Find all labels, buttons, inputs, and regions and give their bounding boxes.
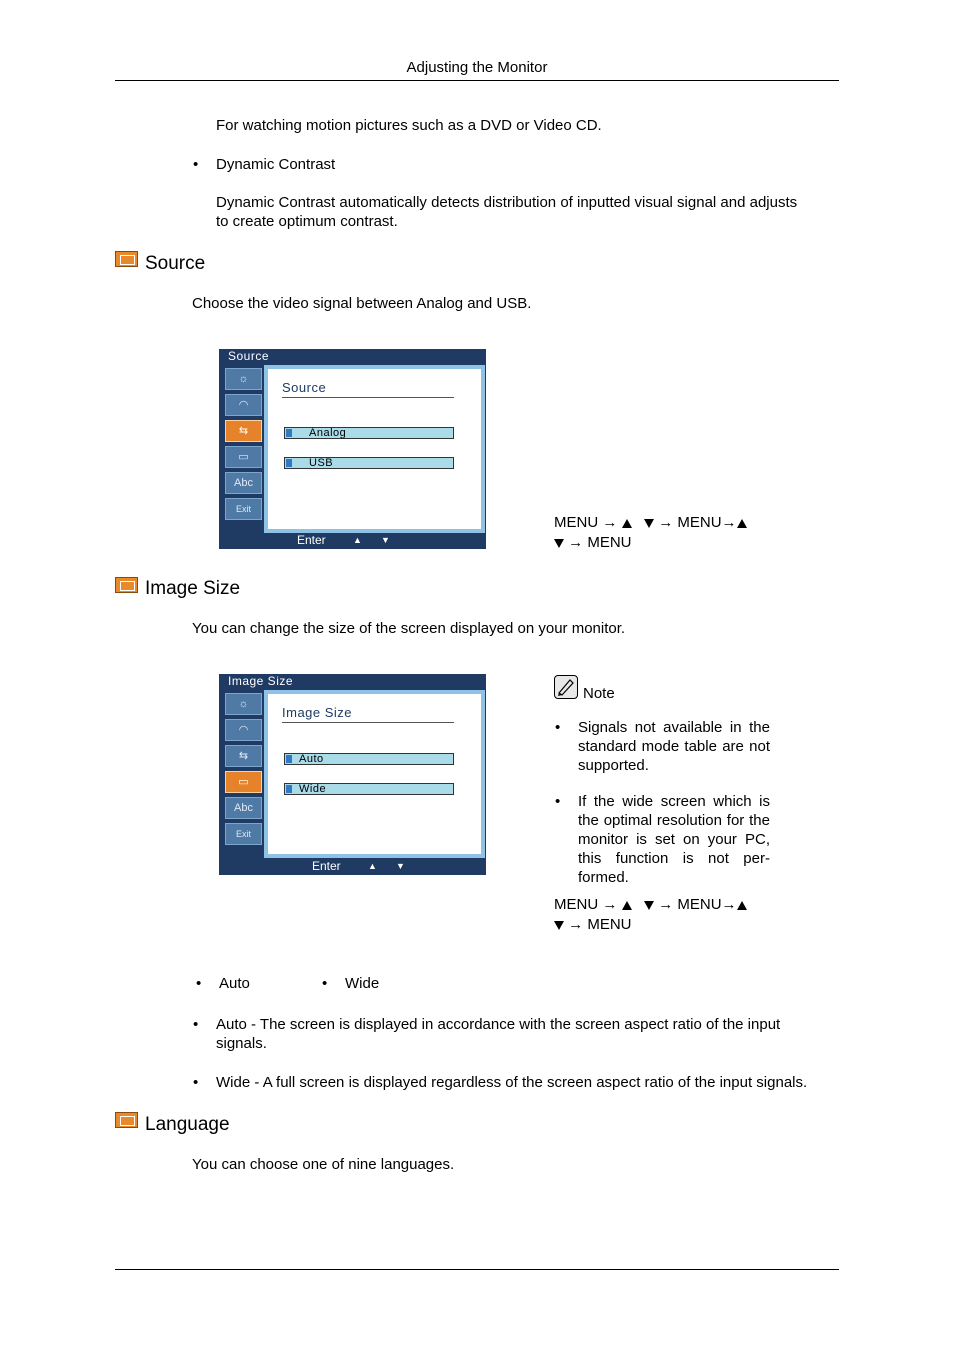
- note-label: Note: [583, 685, 615, 702]
- source-osd-divider: [282, 397, 454, 398]
- source-osd-enter-label: Enter: [297, 533, 326, 547]
- color-icon[interactable]: ◠: [225, 719, 262, 741]
- source-osd-sidebar: [222, 364, 262, 532]
- dynamic-contrast-term: Dynamic Contrast: [216, 194, 336, 211]
- detail-auto-desc2: signals.: [216, 1035, 267, 1052]
- language-section-icon: [115, 1112, 138, 1128]
- note-item-2: [578, 792, 770, 887]
- up-arrow-icon: [737, 519, 747, 528]
- picture-icon[interactable]: ☼: [225, 368, 262, 390]
- detail-auto-term: Auto: [216, 1016, 247, 1033]
- source-nav-menu-a: MENU →: [554, 514, 618, 531]
- language-menu-icon[interactable]: Abc: [225, 797, 262, 819]
- dynamic-contrast-desc: automatically detects distribution of inputted visual signal and adjusts: [335, 194, 798, 211]
- language-description: You can choose one of nine languages.: [192, 1156, 455, 1173]
- language-heading: Language: [145, 1114, 230, 1135]
- source-option-analog[interactable]: Analog: [284, 427, 454, 439]
- image-size-osd-up-icon: ▲: [368, 861, 377, 871]
- source-nav-line2: [554, 533, 632, 552]
- detail-auto-desc: - The screen is displayed in accordance with the screen aspect ratio of the input: [246, 1016, 781, 1033]
- picture-icon[interactable]: ☼: [225, 693, 262, 715]
- dynamic-contrast-desc2: to create optimum contrast.: [216, 213, 398, 230]
- inline-option-wide-label: Wide: [345, 975, 380, 992]
- image-size-menu-icon[interactable]: ▭: [225, 771, 262, 793]
- source-menu-icon[interactable]: ⇆: [225, 420, 262, 442]
- image-size-description: You can change the size of the screen displayed on your monitor.: [192, 620, 626, 637]
- image-size-osd-enter-label: Enter: [312, 859, 341, 873]
- color-icon[interactable]: ◠: [225, 394, 262, 416]
- note-item-2-text: If the wide screen which is the optimal resolution for the monitor is set on your PC, this function is not per-formed.: [578, 793, 770, 886]
- image-size-osd-divider: [282, 722, 454, 723]
- header-rule: [115, 80, 839, 81]
- image-size-osd-footer: [219, 858, 486, 875]
- page-header-title: Adjusting the Monitor: [406, 59, 548, 76]
- down-arrow-icon: [554, 539, 564, 548]
- up-arrow-icon: [622, 901, 632, 910]
- detail-auto: [216, 1015, 839, 1053]
- source-option-usb[interactable]: USB: [284, 457, 454, 469]
- source-osd-title: Source: [228, 349, 270, 363]
- image-size-menu-icon[interactable]: ▭: [225, 446, 262, 468]
- image-size-osd-panel: [264, 690, 485, 858]
- source-heading: Source: [145, 253, 206, 274]
- detail-wide-term: Wide: [216, 1074, 251, 1091]
- inline-option-auto-label: Auto: [219, 975, 250, 992]
- source-osd: [219, 349, 486, 549]
- source-osd-up-icon: ▲: [353, 535, 362, 545]
- image-size-heading: Image Size: [145, 578, 241, 599]
- dynamic-contrast-bullet-label: Dynamic Contrast: [216, 156, 336, 173]
- image-size-option-wide[interactable]: Wide: [284, 783, 454, 795]
- image-size-option-auto[interactable]: Auto: [284, 753, 454, 765]
- detail-wide-desc: - A full screen is displayed regardless of the screen aspect ratio of the input signals.: [250, 1074, 808, 1091]
- inline-option-wide: [345, 974, 379, 993]
- dynamic-contrast-paragraph: [216, 193, 839, 231]
- image-size-osd: [219, 674, 486, 875]
- image-size-osd-sidebar: [222, 689, 262, 857]
- inline-option-auto: [219, 974, 250, 993]
- language-menu-icon[interactable]: Abc: [225, 472, 262, 494]
- image-size-nav-menu-b: → MENU→: [658, 896, 737, 913]
- source-nav-menu-c: → MENU: [568, 534, 632, 551]
- down-arrow-icon: [644, 519, 654, 528]
- image-size-osd-panel-heading: Image Size: [282, 705, 353, 720]
- image-size-nav-line1: [554, 895, 747, 914]
- image-size-nav-menu-c: → MENU: [568, 916, 632, 933]
- source-osd-footer: [219, 532, 486, 549]
- down-arrow-icon: [644, 901, 654, 910]
- source-osd-panel: [264, 365, 485, 533]
- image-size-osd-title: Image Size: [228, 674, 294, 688]
- note-icon: [554, 675, 578, 699]
- image-size-osd-down-icon: ▼: [396, 861, 405, 871]
- detail-wide: [216, 1073, 846, 1092]
- source-description: Choose the video signal between Analog and USB.: [192, 295, 532, 312]
- motion-text: For watching motion pictures such as a DVD or Video CD.: [216, 117, 602, 134]
- exit-icon[interactable]: Exit: [225, 823, 262, 845]
- up-arrow-icon: [737, 901, 747, 910]
- image-size-nav-menu-a: MENU →: [554, 896, 618, 913]
- exit-icon[interactable]: Exit: [225, 498, 262, 520]
- down-arrow-icon: [554, 921, 564, 930]
- source-menu-icon[interactable]: ⇆: [225, 745, 262, 767]
- source-nav-line1: [554, 513, 747, 532]
- source-nav-menu-b: → MENU→: [658, 514, 737, 531]
- image-size-section-icon: [115, 577, 138, 593]
- source-osd-panel-heading: Source: [282, 380, 327, 395]
- up-arrow-icon: [622, 519, 632, 528]
- dynamic-contrast-bullet: [216, 155, 335, 174]
- image-size-nav-line2: [554, 915, 632, 934]
- source-osd-down-icon: ▼: [381, 535, 390, 545]
- note-item-1: [578, 718, 770, 775]
- source-section-icon: [115, 251, 138, 267]
- footer-rule: [115, 1269, 839, 1270]
- note-item-1-text: Signals not available in the standard mode table are not supported.: [578, 719, 770, 774]
